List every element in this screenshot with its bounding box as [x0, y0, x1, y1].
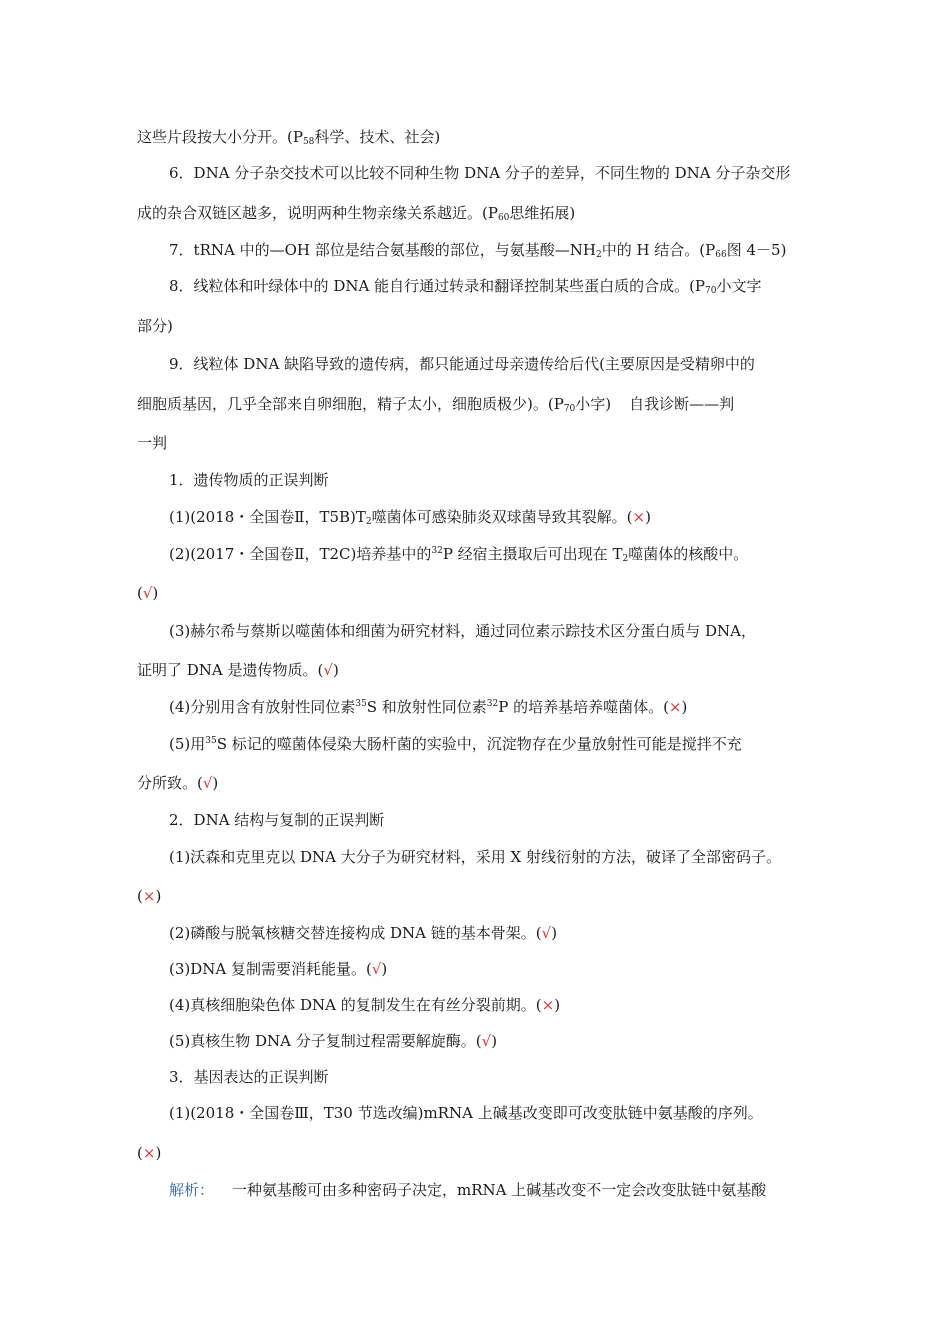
cross-mark: ×: [668, 698, 682, 716]
check-mark: √: [323, 661, 333, 679]
item-9-line: 9．线粒体 DNA 缺陷导致的遗传病，都只能通过母亲遗传给后代(主要原因是受精卵中的: [169, 355, 755, 373]
cross-mark: ×: [142, 887, 156, 905]
check-mark: √: [142, 584, 153, 602]
judge-item: (2)磷酸与脱氧核糖交替连接构成 DNA 链的基本骨架。(√): [169, 924, 558, 942]
judge-item: (5)真核生物 DNA 分子复制过程需要解旋酶。(√): [169, 1032, 498, 1050]
judge-item: (3)DNA 复制需要消耗能量。(√): [169, 960, 388, 978]
item-8-line: 8．线粒体和叶绿体中的 DNA 能自行通过转录和翻译控制某些蛋白质的合成。($P_{70}$小文字: [169, 277, 762, 296]
text-line: (√): [137, 584, 159, 602]
analysis-label: 解析：: [169, 1181, 215, 1199]
check-mark: √: [541, 924, 552, 942]
judge-item: (3)赫尔希与蔡斯以噬菌体和细菌为研究材料，通过同位素示踪技术区分蛋白质与 DNA，: [169, 622, 757, 640]
item-7-line: 7．tRNA 中的—OH 部位是结合氨基酸的部位，与氨基酸$—NH_2$中的 H 结合。($P_{66}$图 4－5): [169, 241, 787, 260]
item-6-line: 6．DNA 分子杂交技术可以比较不同种生物 DNA 分子的差异，不同生物的 DNA 分子杂交形: [169, 164, 791, 182]
check-mark: √: [202, 774, 213, 792]
text-line: 成的杂合双链区越多，说明两种生物亲缘关系越近。($P_{60}$思维拓展): [137, 204, 576, 223]
judge-item: (5)用$^{35}$S 标记的噬菌体侵染大肠杆菌的实验中，沉淀物存在少量放射性可能是搅拌不充: [169, 735, 742, 753]
analysis-line: 解析： 一种氨基酸可由多种密码子决定，mRNA 上碱基改变不一定会改变肽链中氨基酸: [169, 1181, 767, 1199]
section-2-heading: 2．DNA 结构与复制的正误判断: [169, 811, 385, 829]
text-line: 分所致。(√): [137, 774, 219, 792]
text-line: 部分): [137, 317, 173, 335]
section-3-heading: 3．基因表达的正误判断: [169, 1068, 329, 1086]
cross-mark: ×: [541, 996, 555, 1014]
check-mark: √: [371, 960, 382, 978]
text-line: (×): [137, 1144, 162, 1162]
judge-item: (1)(2018・全国卷Ⅱ，$T5B)T_2$噬菌体可感染肺炎双球菌导致其裂解。(×): [169, 508, 651, 527]
text-line: 一判: [137, 434, 168, 452]
text-line: (×): [137, 887, 162, 905]
judge-item: (4)分别用含有放射性同位素$^{35}$S 和放射性同位素$^{32}$P 的培养基培养噬菌体。(×): [169, 698, 688, 716]
judge-item: (4)真核细胞染色体 DNA 的复制发生在有丝分裂前期。(×): [169, 996, 561, 1014]
judge-item: (1)沃森和克里克以 DNA 大分子为研究材料，采用 X 射线衍射的方法，破译了全部密码子。: [169, 848, 781, 866]
check-mark: √: [481, 1032, 492, 1050]
section-1-heading: 1．遗传物质的正误判断: [169, 471, 329, 489]
cross-mark: ×: [632, 508, 646, 526]
text-line: 证明了 DNA 是遗传物质。(√): [137, 661, 339, 679]
judge-item: (1)(2018・全国卷Ⅲ，T30 节选改编)mRNA 上碱基改变即可改变肽链中氨基酸的序列。: [169, 1104, 763, 1122]
text-line: 细胞质基因，几乎全部来自卵细胞，精子太小，细胞质极少)。($P_{70}$小字) 自我诊断——判: [137, 395, 735, 414]
cross-mark: ×: [142, 1144, 156, 1162]
judge-item: (2)(2017・全国卷Ⅱ，T2C)培养基中的$^{32}$P 经宿主摄取后可出现在 $T_2$噬菌体的核酸中。: [169, 545, 749, 564]
text-line: 这些片段按大小分开。($P_{58}$科学、技术、社会): [137, 128, 441, 147]
